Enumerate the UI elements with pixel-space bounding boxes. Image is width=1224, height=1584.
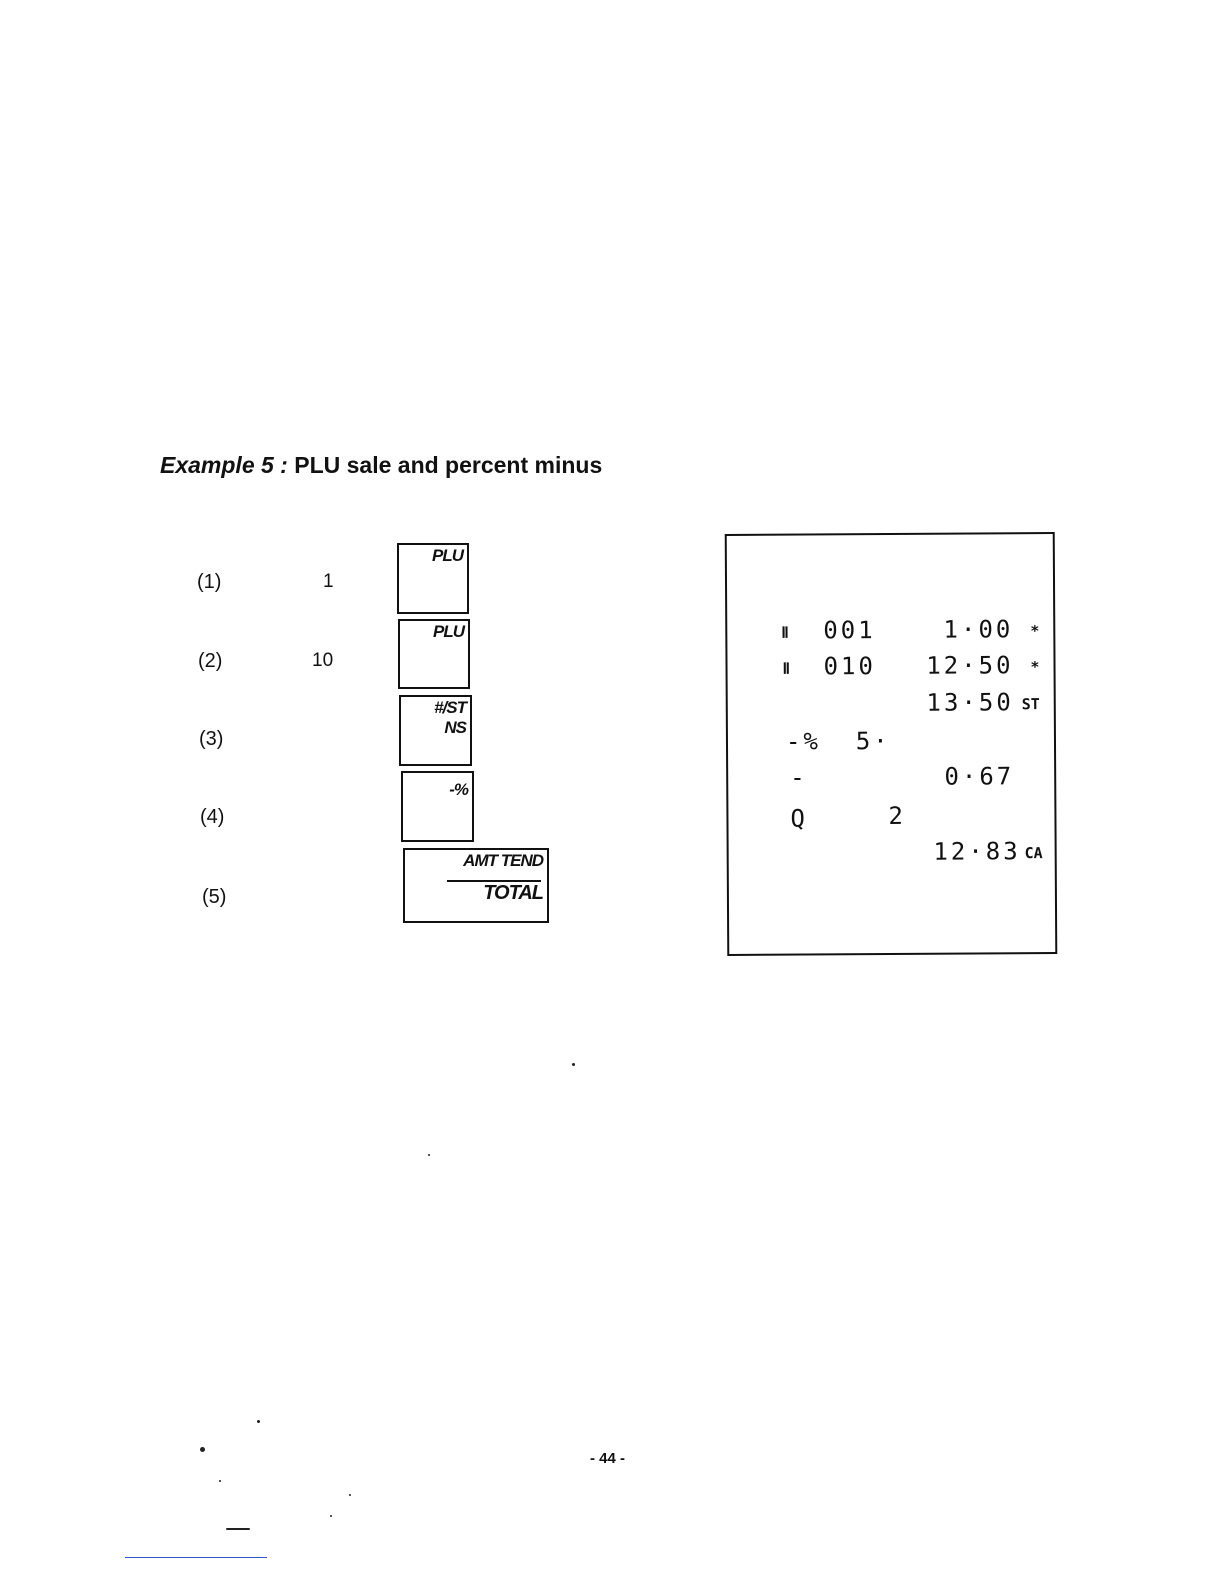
receipt-discount-amount: 0·67 (944, 762, 1015, 791)
receipt-quantity-symbol: Q (790, 804, 808, 833)
scan-speck (226, 1528, 250, 1530)
scan-speck (428, 1154, 430, 1156)
scan-speck (219, 1480, 221, 1482)
plu-key[interactable] (397, 543, 469, 614)
scan-speck (257, 1420, 260, 1423)
percent-minus-key[interactable] (401, 771, 474, 842)
scan-speck (200, 1447, 205, 1452)
amt-tend-key-label: AMT TEND (463, 851, 543, 870)
receipt-plu-number: 010 (823, 652, 876, 681)
example-heading (160, 452, 602, 479)
entry-value: 1 (323, 571, 334, 592)
receipt-symbol: Ⅱ (782, 659, 790, 678)
receipt-mark: CA (1024, 844, 1043, 863)
receipt-amount: 1·00 (943, 615, 1014, 644)
subtotal-key-label: #/ST (434, 698, 466, 717)
plu-key-label: PLU (432, 546, 463, 565)
receipt-amount: 12·50 (926, 651, 1014, 680)
receipt (725, 532, 1058, 956)
receipt-quantity: 2 (888, 801, 906, 831)
receipt-mark: * (1030, 622, 1040, 641)
scan-speck (330, 1515, 332, 1517)
entry-value: 10 (312, 650, 334, 671)
step-number: (3) (199, 728, 224, 750)
footer-rule (125, 1557, 267, 1558)
example-title: PLU sale and percent minus (294, 452, 603, 478)
amt-tend-total-key[interactable] (403, 848, 549, 923)
page-number: - 44 - (590, 1450, 626, 1467)
subtotal-no-sale-key[interactable] (399, 695, 472, 766)
no-sale-key-label: NS (444, 718, 466, 737)
receipt-plu-number: 001 (823, 616, 876, 645)
example-label: Example 5 : (160, 452, 288, 478)
step-number: (1) (197, 571, 222, 593)
scan-speck (349, 1494, 351, 1496)
receipt-subtotal: 13·50 (926, 688, 1014, 717)
step-number: (2) (198, 650, 223, 672)
plu-key[interactable] (398, 619, 470, 689)
receipt-total: 12·83 (933, 837, 1021, 866)
receipt-mark: ST (1021, 695, 1040, 714)
percent-minus-key-label: -% (449, 780, 468, 799)
total-key-label: TOTAL (483, 882, 543, 904)
step-number: (5) (202, 886, 227, 908)
receipt-percent-rate: -% 5· (785, 727, 891, 756)
step-number: (4) (200, 806, 225, 828)
scan-speck (572, 1063, 575, 1066)
receipt-symbol: Ⅱ (781, 623, 789, 642)
receipt-mark: * (1030, 658, 1040, 677)
plu-key-label: PLU (433, 622, 464, 641)
receipt-minus-sign: - (790, 763, 808, 792)
